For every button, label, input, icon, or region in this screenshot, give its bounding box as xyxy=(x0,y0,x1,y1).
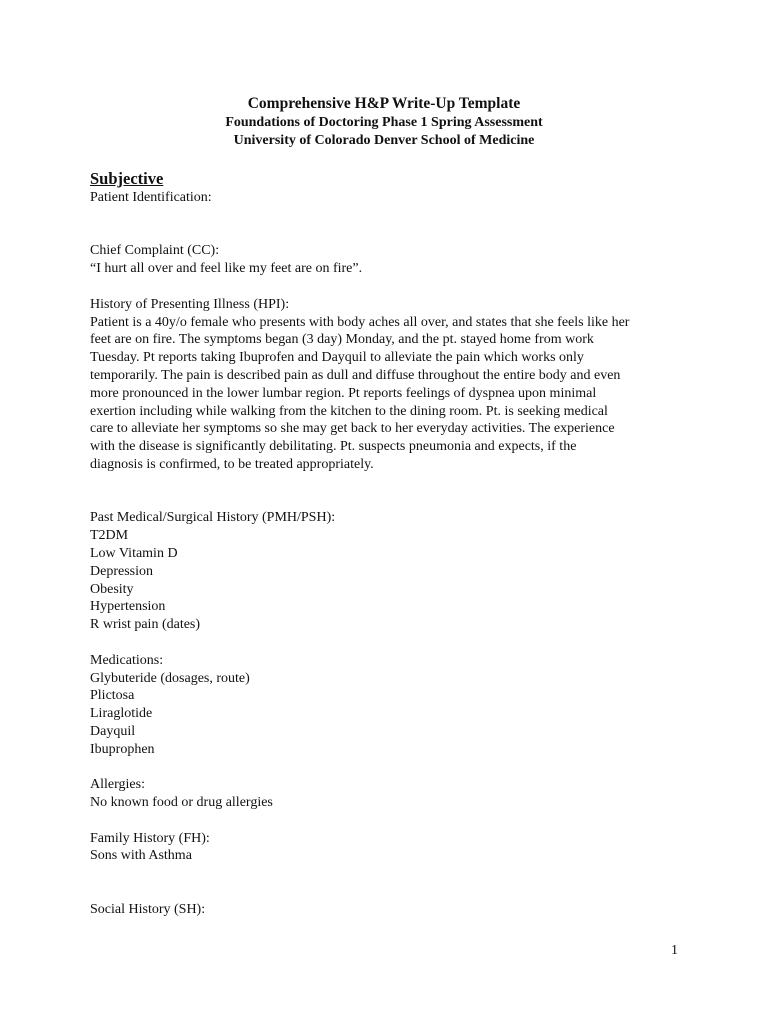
medication-item: Glybuteride (dosages, route) xyxy=(90,670,250,686)
pmh-item: Hypertension xyxy=(90,599,166,615)
chief-complaint-text: “I hurt all over and feel like my feet are on fire”. xyxy=(90,261,363,277)
hpi-line: exertion including while walking from the kitchen to the dining room. Pt. is seeking medical xyxy=(90,403,608,419)
allergies-text: No known food or drug allergies xyxy=(90,795,273,811)
chief-complaint-label: Chief Complaint (CC): xyxy=(90,243,220,259)
hpi-line: Tuesday. Pt reports taking Ibuprofen and Dayquil to alleviate the pain which works only xyxy=(90,350,584,366)
hpi-line: diagnosis is confirmed, to be treated appropriately. xyxy=(90,456,374,472)
patient-identification-label: Patient Identification: xyxy=(90,190,212,205)
medication-item: Plictosa xyxy=(90,688,135,704)
pmh-label: Past Medical/Surgical History (PMH/PSH): xyxy=(90,510,336,526)
medication-item: Liraglotide xyxy=(90,706,153,722)
document-body xyxy=(90,168,686,919)
page-number: 1 xyxy=(671,943,678,958)
subjective-heading: Subjective xyxy=(90,169,164,188)
hpi-line: feet are on fire. The symptoms began (3 day) Monday, and the pt. stayed home from work xyxy=(90,332,594,348)
pmh-item: Obesity xyxy=(90,581,134,597)
document-subtitle-course: Foundations of Doctoring Phase 1 Spring Assessment xyxy=(225,115,543,130)
hpi-line: more pronounced in the lower lumbar region. Pt reports feelings of dyspnea upon minimal xyxy=(90,385,597,401)
hpi-line: temporarily. The pain is described pain as dull and diffuse throughout the entire body and even xyxy=(90,367,621,383)
pmh-item: R wrist pain (dates) xyxy=(90,617,201,633)
document-header xyxy=(0,94,768,150)
allergies-label: Allergies: xyxy=(90,777,145,793)
pmh-item: T2DM xyxy=(90,528,129,544)
medication-item: Ibuprophen xyxy=(90,741,155,757)
document-title: Comprehensive H&P Write-Up Template xyxy=(247,95,521,112)
family-history-text: Sons with Asthma xyxy=(90,848,192,864)
social-history-label: Social History (SH): xyxy=(90,901,206,917)
pmh-item: Low Vitamin D xyxy=(90,545,178,561)
medication-item: Dayquil xyxy=(90,723,136,739)
hpi-line: with the disease is significantly debilitating. Pt. suspects pneumonia and expects, if the xyxy=(90,439,577,455)
medications-label: Medications: xyxy=(90,652,164,668)
pmh-item: Depression xyxy=(90,563,153,579)
hpi-line: care to alleviate her symptoms so she may get back to her everyday activities. The experience xyxy=(90,421,615,437)
hpi-line: Patient is a 40y/o female who presents with body aches all over, and states that she feels like her xyxy=(90,314,630,330)
document-subtitle-school: University of Colorado Denver School of Medicine xyxy=(233,133,535,148)
family-history-label: Family History (FH): xyxy=(90,830,210,846)
hpi-label: History of Presenting Illness (HPI): xyxy=(90,296,290,312)
